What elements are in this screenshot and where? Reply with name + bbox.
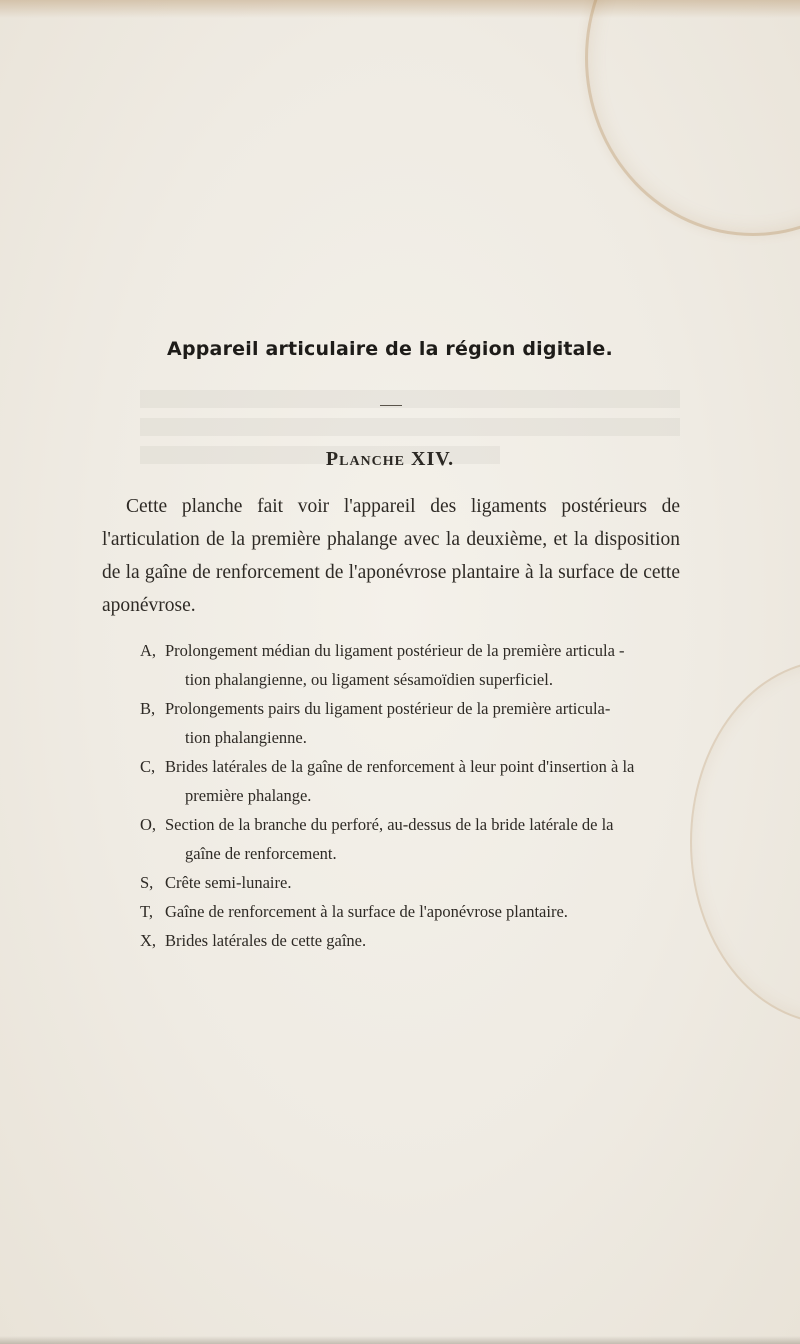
legend-line-continued: gaîne de renforcement. [185,844,337,863]
legend-list [140,636,690,955]
plate-number: Planche XIV. [325,448,455,470]
legend-line: Section de la branche du perforé, au-dessus de la bride latérale de la [165,815,614,834]
legend-line: Brides latérales de la gaîne de renforcement à leur point d'insertion à la [165,757,635,776]
legend-key: T, [140,902,153,921]
legend-item [140,810,690,868]
intro-paragraph: Cette planche fait voir l'appareil des ligaments postérieurs de l'articulation de la première phalange avec la deuxième, et la disposition de la gaîne de renforcement de l'aponévrose plantaire à la surface de cette aponévrose. [102,496,680,616]
legend-item [140,694,690,752]
legend-item [140,636,690,694]
legend-key: X, [140,931,157,950]
legend-line-continued: tion phalangienne. [185,728,307,747]
legend-description [165,752,690,810]
legend-description [165,810,690,868]
legend-item [140,897,690,926]
legend-description: Crête semi-lunaire. [165,873,292,892]
legend-line: Prolongement médian du ligament postérieur de la première articula - [165,641,625,660]
legend-item [140,868,690,897]
legend-description [165,694,690,752]
legend-key: C, [140,757,156,776]
legend-description [165,636,690,694]
legend-description: Brides latérales de cette gaîne. [165,931,367,950]
legend-line-continued: première phalange. [185,786,312,805]
legend-line-continued: tion phalangienne, ou ligament sésamoïdien superficiel. [185,670,553,689]
page-title: Appareil articulaire de la région digitale. [167,338,613,360]
legend-line: Prolongements pairs du ligament postérieur de la première articula- [165,699,611,718]
legend-key: S, [140,873,154,892]
legend-item [140,752,690,810]
legend-key: A, [140,641,157,660]
title-divider [380,405,402,406]
legend-key: B, [140,699,156,718]
legend-item [140,926,690,955]
legend-description: Gaîne de renforcement à la surface de l'aponévrose plantaire. [165,902,568,921]
legend-key: O, [140,815,157,834]
